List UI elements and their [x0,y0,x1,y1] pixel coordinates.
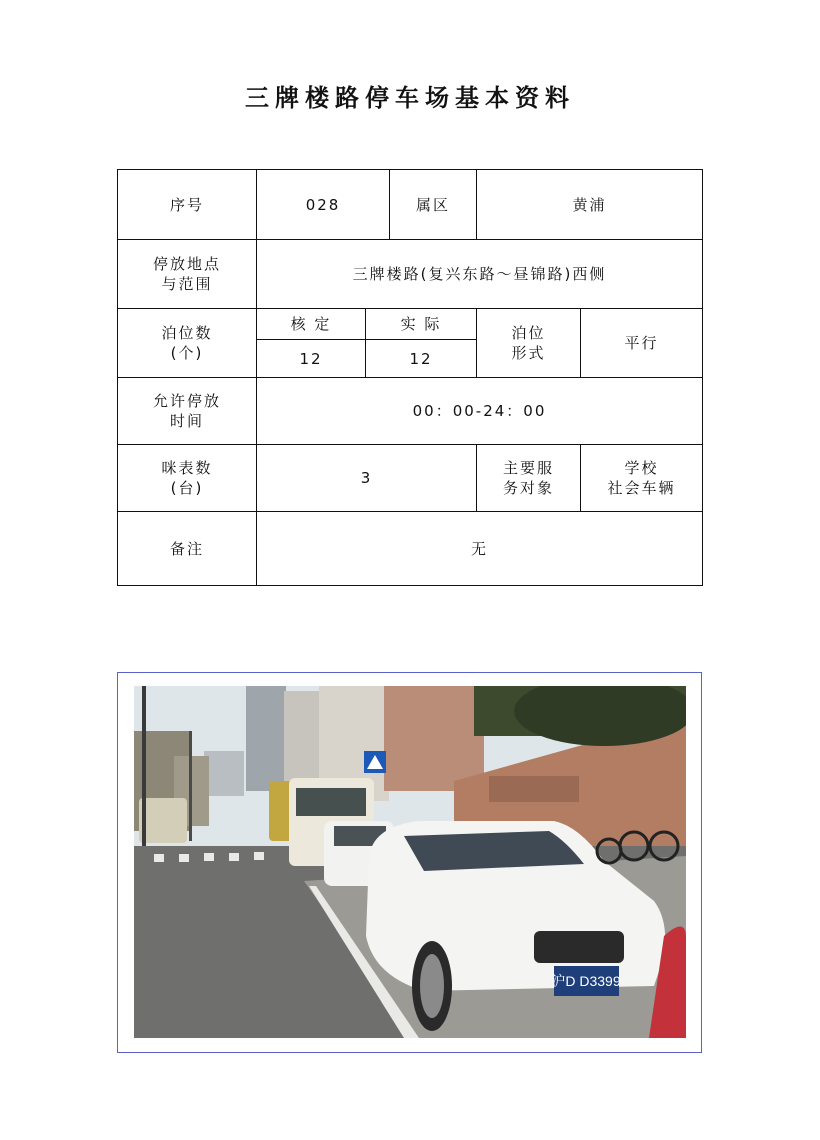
table-row [118,240,703,309]
table-row [118,512,703,586]
hours-label [118,378,257,445]
parking-info-table [117,169,703,586]
spaces-label-line1: 泊位数 [161,324,213,342]
serial-value: 028 [257,170,390,240]
actual-value: 12 [366,340,477,378]
hours-label-line1: 允许停放 [152,392,221,410]
district-value: 黄浦 [477,170,703,240]
spaces-label [118,309,257,378]
approved-value: 12 [257,340,366,378]
page-title: 三牌楼路停车场基本资料 [245,84,575,112]
parking-form-label-line2: 形式 [511,344,546,362]
service-value [581,445,703,512]
actual-label: 实 际 [366,309,477,340]
spaces-label-line2: (个) [170,344,204,362]
district-label: 属区 [390,170,477,240]
location-value: 三牌楼路(复兴东路～昼锦路)西侧 [257,240,703,309]
parking-form-value: 平行 [581,309,703,378]
table-row [118,170,703,240]
serial-label: 序号 [118,170,257,240]
service-label [477,445,581,512]
parking-form-label [477,309,581,378]
service-label-line2: 务对象 [503,479,555,497]
table-row [118,309,703,340]
site-photo-frame [117,672,702,1053]
meters-value: 3 [257,445,477,512]
location-label-line1: 停放地点 [152,255,221,273]
license-plate-text: 沪D D3399 [551,973,621,989]
meters-label-line2: (台) [170,479,204,497]
location-label-line2: 与范围 [161,275,213,293]
service-value-line1: 学校 [624,459,659,477]
hours-value: 00：00-24：00 [257,378,703,445]
parking-form-label-line1: 泊位 [511,324,546,342]
hours-label-line2: 时间 [169,412,204,430]
remarks-value: 无 [257,512,703,586]
site-photo [134,686,686,1038]
location-label [118,240,257,309]
approved-label: 核 定 [257,309,366,340]
service-label-line1: 主要服 [503,459,555,477]
remarks-label: 备注 [118,512,257,586]
street-scene-illustration [134,686,686,1038]
meters-label-line1: 咪表数 [161,459,213,477]
service-value-line2: 社会车辆 [607,479,676,497]
table-row [118,378,703,445]
table-row [118,445,703,512]
meters-label [118,445,257,512]
